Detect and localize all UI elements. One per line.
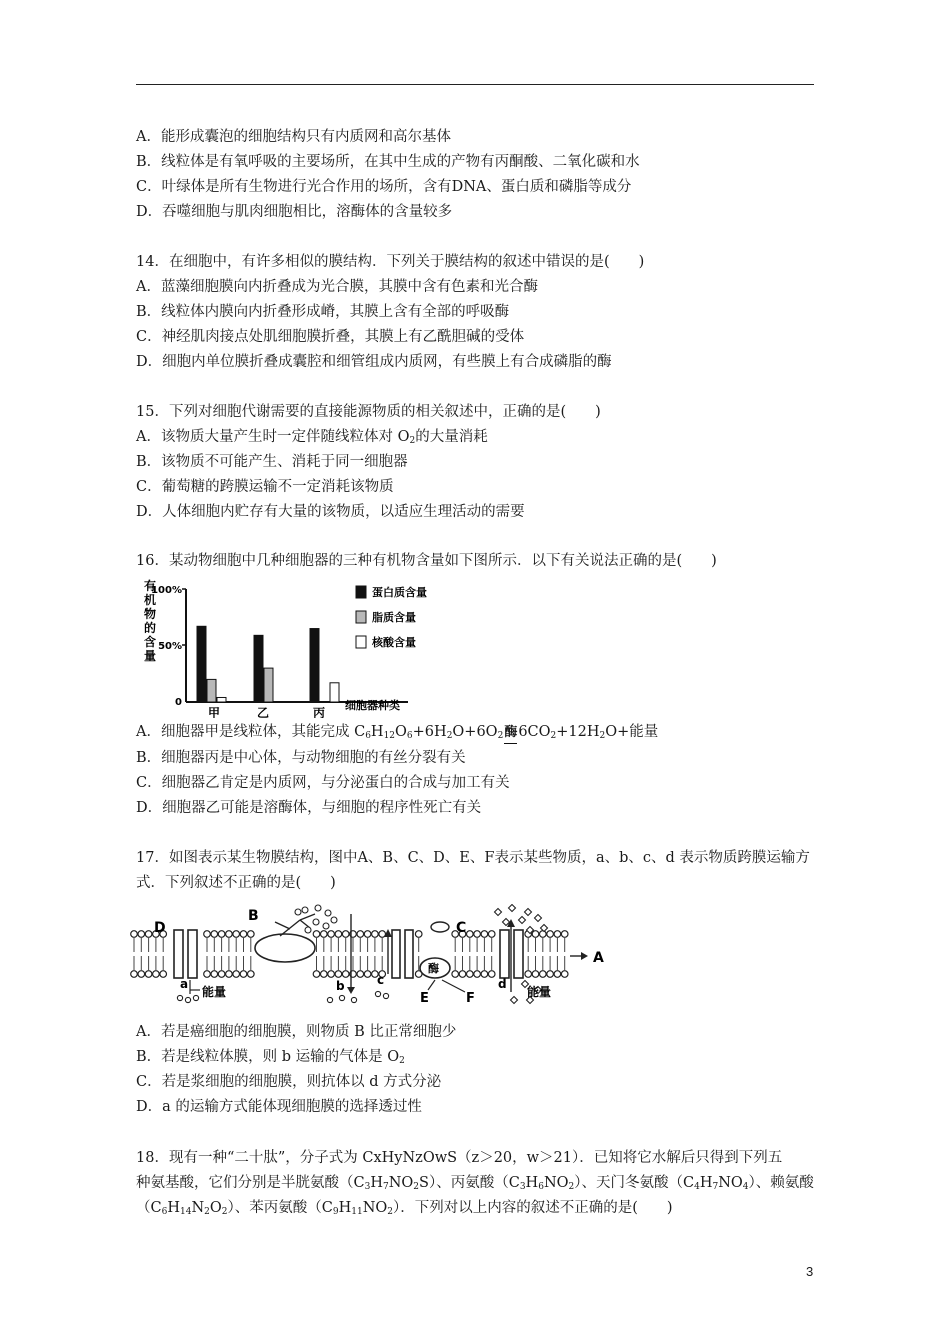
- lipid-head: [357, 931, 364, 938]
- lipid-head: [233, 971, 240, 978]
- label-b: b: [336, 979, 345, 993]
- lipid-head: [335, 931, 342, 938]
- q14-stem: 14．在细胞中，有许多相似的膜结构．下列关于膜结构的叙述中错误的是( ): [136, 254, 645, 270]
- chart-ytick-0: 0: [175, 697, 182, 708]
- lipid-head: [459, 971, 466, 978]
- sugar-dot: [331, 917, 337, 923]
- chart-bars: [197, 626, 339, 702]
- label-c: c: [377, 973, 385, 987]
- lipid-head: [321, 971, 328, 978]
- lipid-head: [240, 971, 247, 978]
- legend-swatch-protein: [356, 586, 366, 598]
- glycoprotein-b: [255, 934, 315, 962]
- lipid-head: [547, 971, 554, 978]
- lipid-head: [342, 931, 349, 938]
- sugar-dot: [302, 907, 308, 913]
- q15-option-a: A．该物质大量产生时一定伴随线粒体对 $O_2$的大量消耗: [136, 429, 488, 446]
- lipid-head: [313, 971, 320, 978]
- q17-option-a: A．若是癌细胞的细胞膜，则物质 B 比正常细胞少: [136, 1024, 457, 1040]
- channel-protein-a: [174, 930, 183, 978]
- page-number: 3: [806, 1264, 814, 1279]
- lipid-head: [364, 931, 371, 938]
- q14-option-d: D．细胞内单位膜折叠成囊腔和细管组成内质网，有些膜上有合成磷脂的酶: [136, 354, 612, 370]
- small-molecule: [339, 995, 344, 1000]
- lipid-head: [372, 931, 379, 938]
- legend-label-lipid: 脂质含量: [372, 611, 416, 624]
- lipid-head: [540, 931, 547, 938]
- q17-stem-line1: 17．如图表示某生物膜结构，图中A、B、C、D、E、F表示某些物质，a、b、c、d 表示物质跨膜运输方: [136, 850, 810, 866]
- chart-ytick-100: 100%: [151, 585, 182, 596]
- label-E: E: [420, 991, 429, 1006]
- diamond-molecule: [525, 909, 532, 916]
- label-d: d: [498, 977, 507, 991]
- lipid-head: [131, 931, 138, 938]
- q13-option-a: A．能形成囊泡的细胞结构只有内质网和高尔基体: [136, 129, 451, 145]
- sugar-dot: [305, 927, 311, 933]
- lipid-head: [328, 971, 335, 978]
- lipid-head: [153, 971, 160, 978]
- q17-option-d: D．a 的运输方式能体现细胞膜的选择透过性: [136, 1099, 422, 1115]
- label-D: D: [154, 920, 166, 936]
- lipid-head: [204, 931, 211, 938]
- lipid-head: [218, 931, 225, 938]
- sugar-dot: [323, 923, 329, 929]
- header-rule: [136, 84, 814, 85]
- q16-option-d: D．细胞器乙可能是溶酶体，与细胞的程序性死亡有关: [136, 800, 482, 816]
- label-enzyme: 酶: [428, 962, 439, 975]
- lipid-head: [474, 931, 481, 938]
- lipid-head: [532, 931, 539, 938]
- diamond-molecule: [509, 905, 516, 912]
- q14-option-c: C．神经肌肉接点处肌细胞膜折叠，其膜上有乙酰胆碱的受体: [136, 329, 525, 345]
- lipid-head: [554, 931, 561, 938]
- lipid-head: [561, 931, 568, 938]
- chart-ylabel: 有机物的含量: [144, 579, 157, 663]
- small-molecule: [177, 995, 182, 1000]
- q16-option-a: A．细胞器甲是线粒体，其能完成 $C_6H_{12}O_6+6H_2O+6O_2$酶$6CO_2+12H_2O+$能量: [136, 722, 658, 746]
- chart-category-label: 甲: [208, 706, 221, 718]
- sugar-dot: [325, 910, 331, 916]
- chart-category-label: 丙: [313, 706, 326, 718]
- lipid-head: [481, 931, 488, 938]
- lipid-head: [561, 971, 568, 978]
- lipid-head: [204, 971, 211, 978]
- lipid-head: [525, 971, 532, 978]
- label-a: a: [180, 977, 189, 991]
- lipid-head: [131, 971, 138, 978]
- organelle-content-chart: [130, 578, 450, 718]
- membrane-diagram: [130, 904, 610, 1006]
- q15-option-b: B．该物质不可能产生、消耗于同一细胞器: [136, 454, 408, 470]
- q14-option-b: B．线粒体内膜向内折叠形成嵴，其膜上含有全部的呼吸酶: [136, 304, 510, 320]
- lipid-head: [415, 931, 422, 938]
- q13-option-c: C．叶绿体是所有生物进行光合作用的场所，含有DNA、蛋白质和磷脂等成分: [136, 179, 632, 195]
- legend-swatch-lipid: [356, 611, 366, 623]
- lipid-head: [554, 971, 561, 978]
- lipid-head: [474, 971, 481, 978]
- lipid-head: [240, 931, 247, 938]
- lipid-head: [138, 931, 145, 938]
- legend-label-nucleic-acid: 核酸含量: [372, 636, 416, 649]
- small-molecule: [351, 997, 356, 1002]
- bar-protein-2: [310, 629, 319, 702]
- lipid-head: [335, 971, 342, 978]
- bar-lipid-0: [207, 679, 216, 702]
- small-molecule: [375, 991, 380, 996]
- bar-protein-0: [197, 626, 206, 702]
- chart-category-label: 乙: [257, 706, 270, 718]
- sugar-dot: [295, 909, 301, 915]
- q16-stem: 16．某动物细胞中几种细胞器的三种有机物含量如下图所示．以下有关说法正确的是( ): [136, 553, 717, 569]
- chart-xlabel: 细胞器种类: [345, 699, 400, 712]
- lipid-head: [145, 931, 152, 938]
- lipid-head: [160, 971, 167, 978]
- q18-line3: $(C_6H_{14}N_2O_2)$、苯丙氨酸$(C_9H_{11}NO_2)$．下列对以上内容的叙述不正确的是( ): [136, 1200, 673, 1217]
- q15-stem: 15．下列对细胞代谢需要的直接能源物质的相关叙述中，正确的是( ): [136, 404, 601, 420]
- diamond-molecule: [495, 909, 502, 916]
- lipid-head: [547, 931, 554, 938]
- lipid-head: [226, 971, 233, 978]
- q15-option-d: D．人体细胞内贮存有大量的该物质，以适应生理活动的需要: [136, 504, 525, 520]
- small-molecule: [327, 997, 332, 1002]
- label-energy-2: 能量: [527, 985, 552, 999]
- lipid-head: [357, 971, 364, 978]
- label-A: A: [593, 950, 604, 966]
- label-F: F: [466, 991, 475, 1006]
- lipid-head: [313, 931, 320, 938]
- lipid-head: [467, 971, 474, 978]
- q18-line2: 种氨基酸，它们分别是半胱氨酸$(C_3H_7NO_2S)$、丙氨酸$(C_3H_6NO_2)$、天门冬氨酸$(C_4H_7NO_4)$、赖氨酸: [136, 1175, 814, 1192]
- bar-nucleic-acid-2: [330, 683, 339, 702]
- small-molecule: [185, 997, 190, 1002]
- label-energy-1: 能量: [202, 985, 227, 999]
- q18-line1: 18．现有一种“二十肽”，分子式为 CxHyNzOwS（z＞20，w＞21）．已知将它水解后只得到下列五: [136, 1150, 783, 1166]
- diamond-molecule: [535, 915, 542, 922]
- lipid-head: [481, 971, 488, 978]
- lipid-head: [211, 931, 218, 938]
- lipid-head: [328, 931, 335, 938]
- q13-option-b: B．线粒体是有氧呼吸的主要场所，在其中生成的产物有丙酮酸、二氧化碳和水: [136, 154, 640, 170]
- q16-option-c: C．细胞器乙肯定是内质网，与分泌蛋白的合成与加工有关: [136, 775, 510, 791]
- label-B: B: [248, 908, 259, 924]
- q15-option-c: C．葡萄糖的跨膜运输不一定消耗该物质: [136, 479, 394, 495]
- lipid-head: [321, 931, 328, 938]
- lipid-head: [233, 931, 240, 938]
- chart-legend: [356, 585, 427, 649]
- q17-option-b: B．若是线粒体膜，则 b 运输的气体是 $O_2$: [136, 1049, 405, 1066]
- lipid-head: [226, 931, 233, 938]
- legend-label-protein: 蛋白质含量: [372, 586, 427, 599]
- lipid-head: [342, 971, 349, 978]
- q16-option-b: B．细胞器丙是中心体，与动物细胞的有丝分裂有关: [136, 750, 466, 766]
- lipid-head: [532, 971, 539, 978]
- bar-lipid-1: [264, 668, 273, 702]
- legend-swatch-nucleic-acid: [356, 636, 366, 648]
- enzyme-arrow: 酶: [504, 723, 517, 744]
- q13-option-d: D．吞噬细胞与肌肉细胞相比，溶酶体的含量较多: [136, 204, 453, 220]
- sugar-dot: [313, 919, 319, 925]
- q17-option-c: C．若是浆细胞的细胞膜，则抗体以 d 方式分泌: [136, 1074, 442, 1090]
- lipid-head: [211, 971, 218, 978]
- lipid-head: [248, 931, 255, 938]
- q14-option-a: A．蓝藻细胞膜向内折叠成为光合膜，其膜中含有色素和光合酶: [136, 279, 538, 295]
- lipid-head: [248, 971, 255, 978]
- label-C: C: [456, 920, 467, 936]
- lipid-head: [452, 971, 459, 978]
- lipid-head: [364, 971, 371, 978]
- lipid-head: [467, 931, 474, 938]
- lipid-head: [138, 971, 145, 978]
- q17-stem-line2: 式．下列叙述不正确的是( ): [136, 875, 336, 891]
- small-molecule: [383, 993, 388, 998]
- bar-protein-1: [254, 635, 263, 702]
- small-molecule: [193, 995, 198, 1000]
- bar-nucleic-acid-0: [217, 697, 226, 702]
- carrier-protein-c: [392, 930, 400, 978]
- lipid-head: [540, 971, 547, 978]
- chart-ytick-50: 50%: [158, 641, 182, 652]
- sugar-dot: [315, 905, 321, 911]
- diamond-molecule: [519, 917, 526, 924]
- diamond-molecule: [511, 997, 518, 1004]
- lipid-head: [145, 971, 152, 978]
- lipid-head: [488, 931, 495, 938]
- lipid-head: [218, 971, 225, 978]
- channel-protein-d: [500, 930, 509, 978]
- lipid-head: [488, 971, 495, 978]
